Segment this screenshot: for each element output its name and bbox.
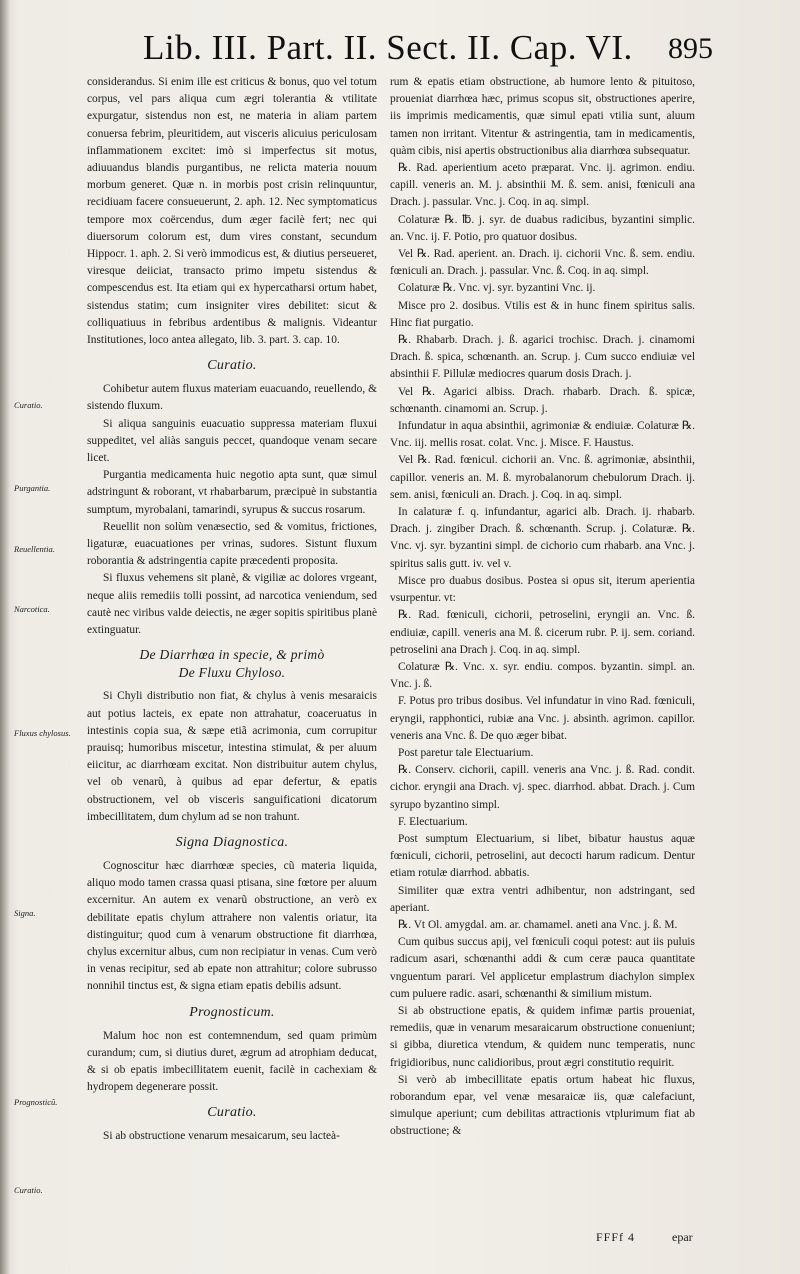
- paragraph: Si aliqua sanguinis euacuatio suppressa materiam fluxui suppeditet, vel aliàs sanguis peccet, quandoque venam secare licet.: [87, 417, 377, 465]
- margin-note-narcotica: Narcotica.: [14, 604, 50, 614]
- margin-note-purgantia: Purgantia.: [14, 483, 51, 493]
- recipe: Cum quibus succus apij, vel fœniculi coqui potest: aut iis puluis radicum asari, schœnanthi addi & cum ceræ pauca quantitate vnguentum parari. Vel applicetur emplastrum diachylon simplex cum puluere radic. asari, schœnanthi & similium mistum.: [390, 936, 695, 1000]
- right-column: [390, 74, 695, 1141]
- margin-note-prognosticum: Prognosticũ.: [14, 1097, 58, 1107]
- running-head: Lib. III. Part. II. Sect. II. Cap. VI.: [143, 28, 633, 67]
- paragraph: Purgantia medicamenta huic negotio apta sunt, quæ simul adstringunt & roborant, vt rhabarbarum, præcipuè in substantia sumptum, myrobalani, tamarindi, syrupus & succus rosarum.: [87, 469, 377, 516]
- recipe: Infundatur in aqua absinthii, agrimoniæ & endiuiæ. Colaturæ ℞. Vnc. iij. mellis rosat. colat. Vnc. j. Misce. F. Haustus.: [390, 420, 695, 450]
- recipe: In calaturæ f. q. infundantur, agarici alb. Drach. ij. rhabarb. Drach. j. zingiber Drach. ß. schœnanth. Scrup. j. Colaturæ. ℞. Vnc. vj. syr. byzantini simpl. de cichorio cum rhabarb. ana Vnc. j. spiritus salis gutt. iv. vel v.: [390, 506, 695, 570]
- paragraph: Cohibetur autem fluxus materiam euacuando, reuellendo, & sistendo fluxum.: [87, 383, 377, 413]
- paragraph: Cognoscitur hæc diarrhœæ species, cũ materia liquida, aliquo modo tamen crassa quasi ptisana, sine fœtore per aluum excernitur. An autem ex venarũ obstructione, an verò ex debilitate epatis chylum attrahere non valentis oriatur, ita distinguitur; quod cum à venarum obstructione fit diarrhœa, chylus excernitur albus, cum non recipiatur in venas. Cum verò in venas recipitur, sed ab epate non attrahitur; colore subrusso nonnihil tinctus est, & signa etiam epatis debilis adsunt.: [87, 859, 377, 993]
- margin-note-curatio-2: Curatio.: [14, 1185, 43, 1195]
- margin-note-reuellentia: Reuellentia.: [14, 544, 55, 554]
- recipe: Colaturæ ℞. Vnc. vj. syr. byzantini Vnc. ij.: [398, 282, 596, 295]
- paragraph: Si fluxus vehemens sit planè, & vigiliæ ac dolores vrgeant, neque aliis remediis tolli possint, ad narcotica veniendum, sed cautè nec viribus valde deiectis, ne æger sopitis spiritibus planè extinguatur.: [87, 572, 377, 637]
- recipe: Colaturæ ℞. ℔. j. syr. de duabus radicibus, byzantini simplic. an. Vnc. ij. F. Potio, pro quatuor dosibus.: [390, 213, 695, 243]
- catchword: epar: [672, 1230, 693, 1244]
- paragraph: considerandus. Si enim ille est criticus & bonus, quo vel totum corpus, vel pars aliqua cum ægri tolerantia & vtilitate expurgatur, sistendus non est, ne materia in aliam partem conuersa febrim, pleuritidem, aut visceris alicuius periculosam inflammationem excitet: imò si imperfectus sit motus, adiuuandus blandis purgantibus, ne relicta materia nouum morbum generet. Quæ n. in morbis post crisin relinquuntur, recidiuam facere consueuerunt, 2. aph. 12. Nec symptomaticus tempore mox coërcendus, dum æger facilè fert; nec qui diuersorum colorum est, dum vires constant, secundum Hippocr. 1. aph. 2. Si verò immodicus est, & diutius perseueret, viresque deiiciat, transacto primo impetu sistendus & compescendus est. Ita etiam qui ex hypercatharsi ortum habet, sistendus statim; cum insigniter vires debilitet: sicut & colliquatiuus in febribus ardentibus & malignis. Videantur Institutiones, loco antea allegato, lib. 3. part. 3. cap. 10.: [87, 76, 377, 347]
- recipe: ℞. Vt Ol. amygdal. am. ar. chamamel. aneti ana Vnc. j. ß. M.: [398, 918, 678, 931]
- section-heading-fluxu-chyloso: De Fluxu Chyloso.: [178, 665, 286, 681]
- recipe: Colaturæ ℞. Vnc. x. syr. endiu. compos. byzantin. simpl. an. Vnc. j. ß.: [390, 660, 695, 691]
- margin-note-signa: Signa.: [14, 908, 36, 918]
- section-heading-curatio-2: Curatio.: [207, 1105, 257, 1121]
- recipe: F. Electuarium.: [398, 815, 468, 828]
- recipe: ℞. Rad. aperientium aceto præparat. Vnc. ij. agrimon. endiu. capill. veneris an. M. j. absinthii M. ß. sem. anisi, fœniculi ana Drach. j. passular. Vnc. j. Coq. in aq. simpl.: [390, 162, 695, 209]
- paragraph: Malum hoc non est contemnendum, sed quam primùm curandum; cum, si diutius duret, ægrum ad atrophiam deducat, & si ob epatis imbecillitatem euenit, facilè in cachexiam & hydropem degenerare possit.: [87, 1029, 377, 1094]
- paragraph: Si ab obstructione venarum mesaicarum, seu lacteà-: [103, 1130, 340, 1143]
- section-heading-curatio: Curatio.: [207, 358, 257, 374]
- recipe: Si verò ab imbecillitate epatis ortum habeat hic fluxus, roborandum epar, vel venæ mesaraicæ iis, quæ calefaciunt, simulque aperiunt; cum debilitas attractionis vtplurimum fiat ab obstructione; &: [390, 1073, 695, 1138]
- recipe: ℞. Rad. fœniculi, cichorii, petroselini, eryngii an. Vnc. ß. endiuiæ, capill. veneris ana M. ß. cicerum rubr. P. ij. sem. coriand. petroselini ana Drach j. Coq. in aq. simpl.: [390, 609, 695, 656]
- recipe: Post paretur tale Electuarium.: [398, 746, 534, 759]
- paragraph: Si Chyli distributio non fiat, & chylus à venis mesaraicis aut potius lacteis, ex epate non attrahatur, coaceruatus in intestinis copia sua, & sæpe etiã acrimonia, cum corrupitur prauisq; humoribus miscetur, intestina stimulat, & per aluum eiicitur, ac diarrhœam excitat. Non distribuitur autem chylus, vel ob venarũ, à quibus ad epar defertur, & epatis obstructionem, vel ob visceris sanguificationi dicatorum imbecillitatem, dum chylum ad se non trahunt.: [87, 690, 377, 823]
- gutter-shadow: [0, 0, 10, 1274]
- paragraph: rum & epatis etiam obstructione, ab humore lento & pituitoso, proueniat diarrhœa hæc, primus scopus sit, obstructiones aperire, iis imprimis medicamentis, quæ simul epati vtilia sunt, aluum tamen non irritant. Vitentur & astringentia, tam in medicamentis, quàm cibis, nisi apertis obstructionibus alia diarrhœa subsequatur.: [390, 76, 695, 157]
- recipe: Si ab obstructione epatis, & quidem infimæ partis proueniat, remediis, quæ in venarum mesaraicarum obstructione conueniunt; si gibba, diuretica vtendum, & quidem nunc temperatis, nunc frigidioribus, nunc calidioribus, prout ægri constitutio requirit.: [390, 1004, 695, 1069]
- recipe: Vel ℞. Agarici albiss. Drach. rhabarb. Drach. ß. spicæ, schœnanth. cinamomi an. Scrup. j.: [390, 385, 695, 415]
- margin-note-curatio: Curatio.: [14, 400, 43, 410]
- page-header: [0, 22, 800, 72]
- left-column: [87, 74, 377, 1146]
- margin-note-fluxus-chylosus: Fluxus chylosus.: [14, 728, 71, 738]
- recipe: Vel ℞. Rad. aperient. an. Drach. ij. cichorii Vnc. ß. sem. endiu. fœniculi an. Drach. j. passular. Vnc. ß. Coq. in aq. simpl.: [390, 248, 695, 278]
- recipe: ℞. Conserv. cichorii, capill. veneris ana Vnc. j. ß. Rad. condit. cichor. eryngii ana Drach. vj. spec. diarrhod. abbat. Drach. j. Cum syrupo byzantino simpl.: [390, 764, 695, 811]
- section-heading-prognosticum: Prognosticum.: [189, 1004, 275, 1020]
- recipe: ℞. Rhabarb. Drach. j. ß. agarici trochisc. Drach. j. cinamomi Drach. ß. spica, schœnanth. an. Scrup. j. Cum succo endiuiæ vel absinthii F. Pillulæ mediocres quarum dosis Drach. j.: [390, 334, 695, 381]
- page-footer: [0, 1226, 800, 1256]
- page-number: 895: [668, 32, 713, 65]
- section-heading-signa: Signa Diagnostica.: [175, 834, 289, 850]
- recipe: Post sumptum Electuarium, si libet, bibatur haustus aquæ fœniculi, cichorii, petroselini, aut decocti harum radicum. Dentur etiam rotulæ diarrhod. abbatis.: [390, 832, 695, 880]
- signature-mark: FFFf 4: [596, 1230, 636, 1244]
- section-heading-diarrhoea: De Diarrhœa in specie, & primò: [139, 647, 325, 663]
- paragraph: Reuellit non solùm venæsectio, sed & vomitus, frictiones, ligaturæ, euacuationes per vrinas, sudores. Sistunt fluxum roborantia & adstringentia capite præcedenti proposita.: [87, 520, 377, 568]
- recipe: Misce pro 2. dosibus. Vtilis est & in hunc finem spiritus salis. Hinc fiat purgatio.: [390, 299, 695, 329]
- recipe: Misce pro duabus dosibus. Postea si opus sit, iterum aperientia vsurpentur. vt:: [390, 574, 695, 605]
- recipe: Vel ℞. Rad. fœnicul. cichorii an. Vnc. ß. agrimoniæ, absinthii, capillor. veneris an. M. ß. myrobalanorum chebulorum Drach. ij. sem. anisi, fœniculi an. Drach. j. Coq. in aq. simpl.: [390, 454, 695, 501]
- recipe: Similiter quæ extra ventri adhibentur, non adstringant, sed aperiant.: [390, 884, 695, 914]
- recipe: F. Potus pro tribus dosibus. Vel infundatur in vino Rad. fœniculi, eryngii, rapphontici, rubiæ ana Vnc. j. absinth. agrimon. capillor. veneris ana Vnc. ß. De quo æger bibat.: [390, 695, 695, 742]
